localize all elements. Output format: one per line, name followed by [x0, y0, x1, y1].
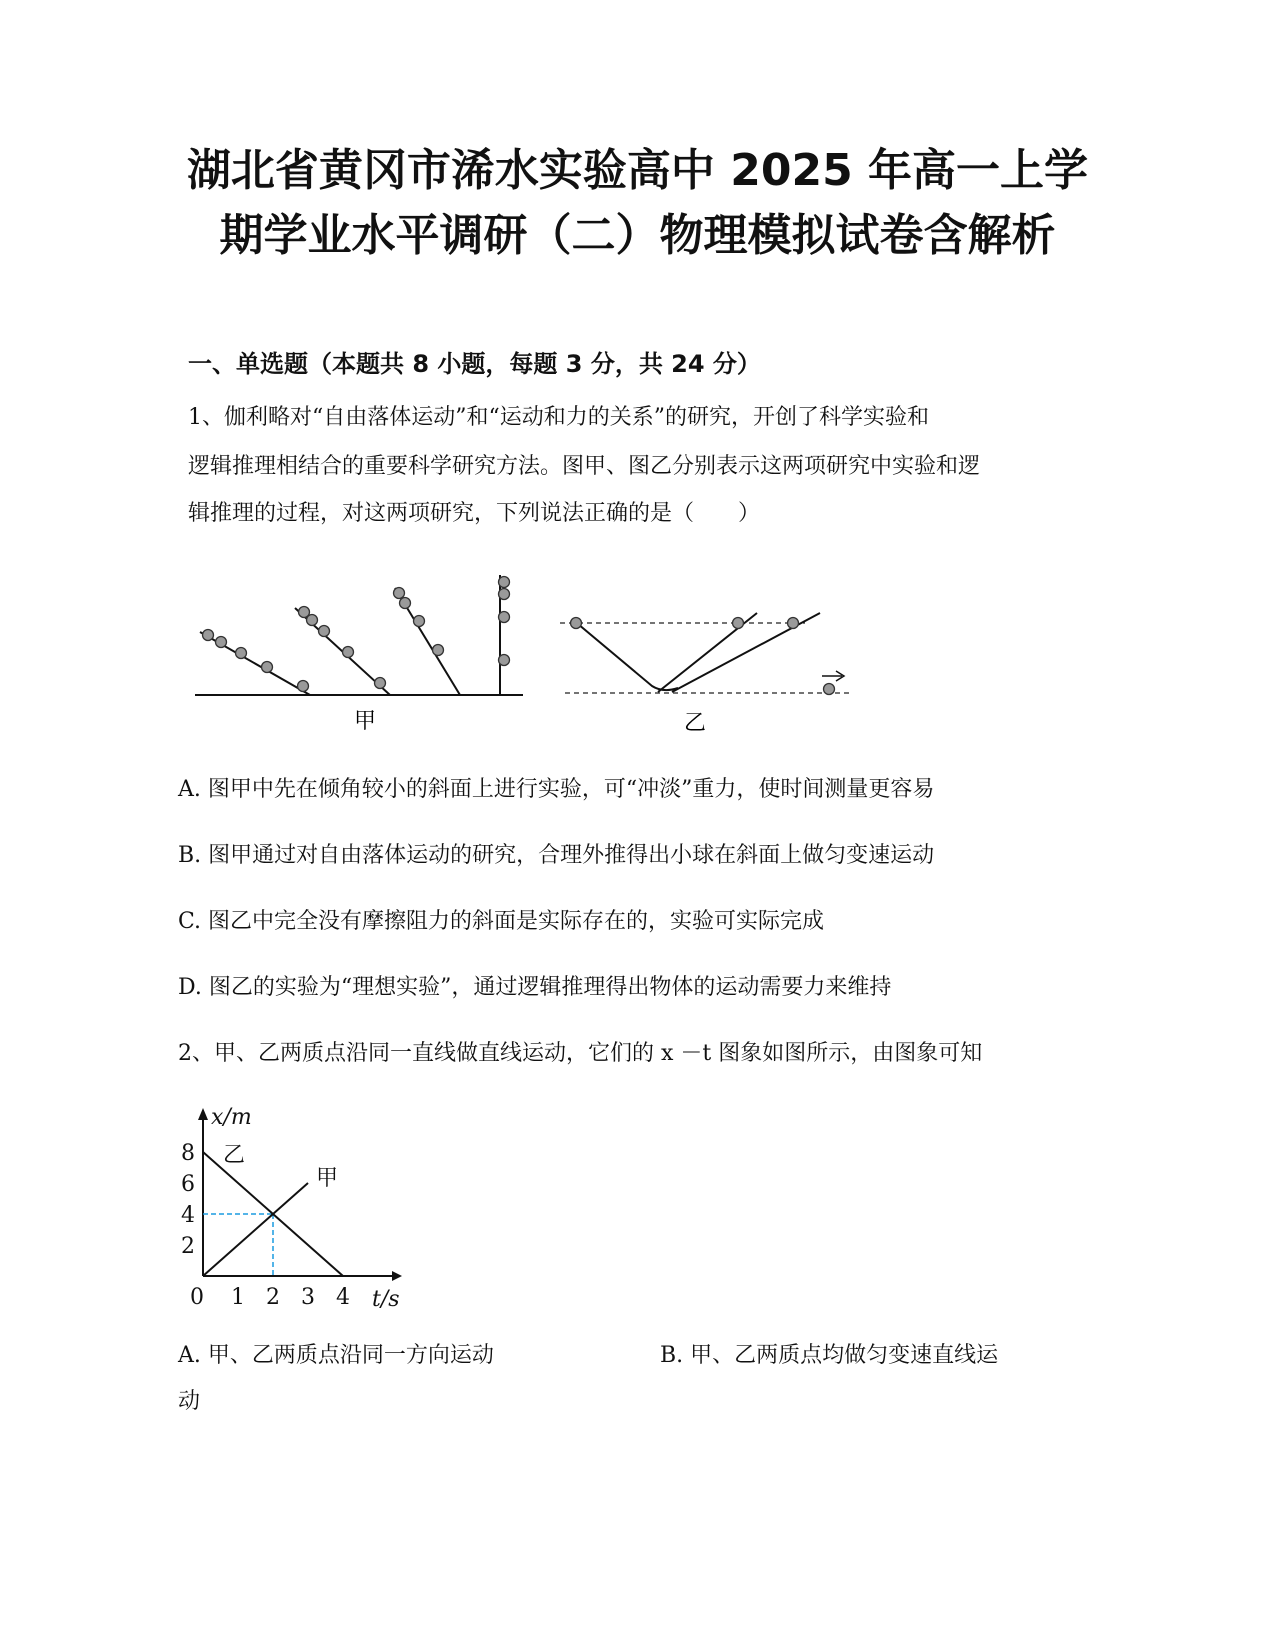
ball	[262, 662, 273, 673]
y-tick-label: 2	[181, 1234, 195, 1259]
ball	[499, 655, 510, 666]
ball	[733, 618, 744, 629]
y-axis-label: x/m	[211, 1105, 252, 1130]
y-tick-label: 6	[181, 1172, 195, 1197]
figure-label-jia: 甲	[353, 709, 377, 734]
x-tick-label: 3	[301, 1285, 315, 1310]
q2-stem: 2、甲、乙两质点沿同一直线做直线运动，它们的 x －t 图象如图所示，由图象可知	[178, 1041, 983, 1066]
x-tick-label: 1	[231, 1285, 245, 1310]
ball	[433, 645, 444, 656]
ball	[414, 616, 425, 627]
q2-option-b: B. 甲、乙两质点均做匀变速直线运	[660, 1343, 999, 1368]
ball	[298, 681, 309, 692]
q1-stem-line2: 逻辑推理相结合的重要科学研究方法。图甲、图乙分别表示这两项研究中实验和逻	[188, 454, 981, 479]
q2-option-a: A. 甲、乙两质点沿同一方向运动	[178, 1343, 494, 1368]
ball	[499, 577, 510, 588]
document-title-line1: 湖北省黄冈市浠水实验高中 2025 年高一上学	[186, 145, 1089, 196]
xt-chart	[172, 1100, 412, 1320]
x-tick-label: 4	[336, 1285, 350, 1310]
q1-option-c: C. 图乙中完全没有摩擦阻力的斜面是实际存在的，实验可实际完成	[178, 909, 825, 934]
figure-jia	[190, 570, 530, 750]
ball	[236, 648, 247, 659]
ball	[571, 618, 582, 629]
x-tick-label: 2	[266, 1285, 280, 1310]
incline-left	[578, 624, 678, 690]
ball	[307, 615, 318, 626]
document-title-line2: 期学业水平调研（二）物理模拟试卷含解析	[219, 210, 1056, 261]
q1-stem-line3: 辑推理的过程，对这两项研究，下列说法正确的是（ ）	[188, 501, 761, 526]
ball	[499, 589, 510, 600]
series-label: 乙	[223, 1143, 246, 1168]
x-tick-label: 0	[190, 1285, 204, 1310]
y-axis-arrow-icon	[198, 1108, 208, 1120]
ball	[394, 588, 405, 599]
y-tick-label: 8	[181, 1141, 195, 1166]
ball	[203, 630, 214, 641]
ball	[216, 637, 227, 648]
ball	[400, 598, 411, 609]
ball	[499, 612, 510, 623]
q1-option-d: D. 图乙的实验为“理想实验”，通过逻辑推理得出物体的运动需要力来维持	[178, 975, 892, 1000]
ball	[788, 618, 799, 629]
figure-yi	[560, 570, 880, 750]
q1-stem-line1: 1、伽利略对“自由落体运动”和“运动和力的关系”的研究，开创了科学实验和	[188, 405, 929, 430]
q1-option-b: B. 图甲通过对自由落体运动的研究，合理外推得出小球在斜面上做匀变速运动	[178, 843, 935, 868]
series-label: 甲	[316, 1166, 339, 1191]
ball	[375, 678, 386, 689]
q1-option-a: A. 图甲中先在倾角较小的斜面上进行实验，可“冲淡”重力，使时间测量更容易	[178, 777, 935, 802]
ball	[343, 647, 354, 658]
series-line-jia	[203, 1183, 308, 1276]
ball	[824, 684, 835, 695]
q2-option-b-wrap: 动	[178, 1389, 201, 1414]
x-axis-arrow-icon	[392, 1271, 402, 1281]
x-axis-label: t/s	[372, 1287, 400, 1312]
figure-label-yi: 乙	[683, 711, 707, 736]
section-heading: 一、单选题（本题共 8 小题，每题 3 分，共 24 分）	[188, 350, 761, 378]
ball	[319, 626, 330, 637]
y-tick-label: 4	[181, 1203, 195, 1228]
